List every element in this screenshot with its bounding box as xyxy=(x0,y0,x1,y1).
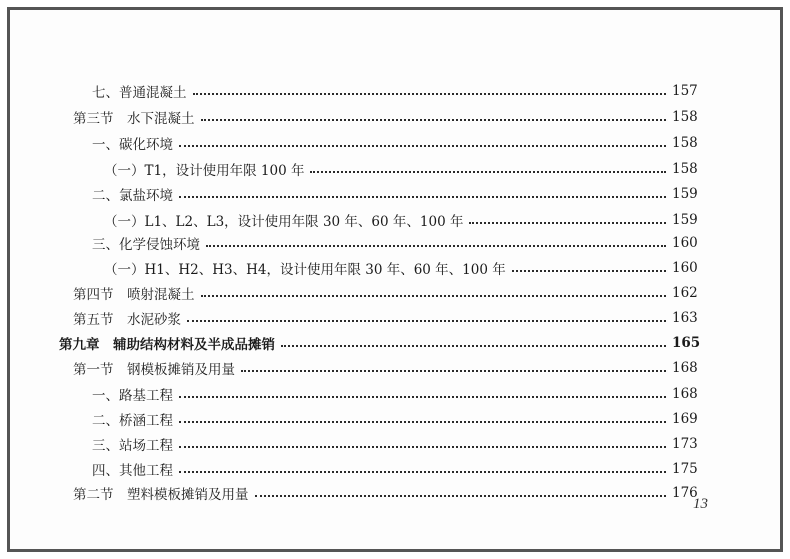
toc-entry-label: 四、其他工程 xyxy=(92,463,173,479)
toc-entry-page: 159 xyxy=(672,186,698,202)
toc-entry-page: 157 xyxy=(672,83,698,99)
dot-leader xyxy=(206,245,666,247)
toc-entry[interactable] xyxy=(92,433,696,455)
toc-entry-page: 158 xyxy=(672,109,698,125)
toc-entry-page: 173 xyxy=(672,436,698,452)
toc-entry[interactable] xyxy=(104,257,696,279)
dot-leader xyxy=(179,421,666,423)
dot-leader xyxy=(469,222,666,224)
toc-entry-label: 七、普通混凝土 xyxy=(92,85,187,101)
toc-entry-label: 二、氯盐环境 xyxy=(92,188,173,204)
dot-leader xyxy=(193,93,667,95)
toc-entry[interactable] xyxy=(73,106,696,128)
toc-entry-page: 175 xyxy=(672,461,698,477)
toc-entry-page: 160 xyxy=(672,235,698,251)
toc-entry[interactable] xyxy=(92,232,696,254)
toc-entry-label: 二、桥涵工程 xyxy=(92,413,173,429)
toc-entry-label: 第九章 辅助结构材料及半成品摊销 xyxy=(59,337,275,353)
toc-entry[interactable] xyxy=(73,307,696,329)
toc-entry-page: 158 xyxy=(672,135,698,151)
toc-entry-label: 三、站场工程 xyxy=(92,438,173,454)
dot-leader xyxy=(310,171,666,173)
toc-entry-label: （一）H1、H2、H3、H4，设计使用年限 30 年、60 年、100 年 xyxy=(104,262,506,278)
toc-entry-label: 一、碳化环境 xyxy=(92,137,173,153)
dot-leader xyxy=(179,396,666,398)
dot-leader xyxy=(179,471,666,473)
toc-entry-page: 165 xyxy=(672,335,701,351)
toc-chapter-entry[interactable] xyxy=(59,332,701,354)
toc-entry-page: 159 xyxy=(672,212,698,228)
toc-entry-page: 176 xyxy=(672,485,698,501)
dot-leader xyxy=(179,145,666,147)
toc-entry[interactable] xyxy=(104,209,696,231)
dot-leader xyxy=(512,270,666,272)
dot-leader xyxy=(201,119,667,121)
toc-entry-label: 第一节 钢模板摊销及用量 xyxy=(73,362,235,378)
toc-entry[interactable] xyxy=(92,132,696,154)
toc-entry[interactable] xyxy=(73,482,696,504)
toc-entry-label: 第二节 塑料模板摊销及用量 xyxy=(73,487,249,503)
toc-entry[interactable] xyxy=(73,282,696,304)
toc-entry[interactable] xyxy=(92,80,696,102)
toc-entry-label: 三、化学侵蚀环境 xyxy=(92,237,200,253)
toc-entry-label: 第三节 水下混凝土 xyxy=(73,111,195,127)
toc-entry[interactable] xyxy=(104,158,696,180)
page-number: 13 xyxy=(693,496,708,512)
dot-leader xyxy=(179,196,666,198)
toc-entry[interactable] xyxy=(92,383,696,405)
toc-entry-page: 158 xyxy=(672,161,698,177)
toc-entry-page: 160 xyxy=(672,260,698,276)
toc-entry[interactable] xyxy=(73,357,696,379)
toc-entry-label: 第四节 喷射混凝土 xyxy=(73,287,195,303)
toc-entry-label: 第五节 水泥砂浆 xyxy=(73,312,181,328)
toc-entry[interactable] xyxy=(92,183,696,205)
toc-entry-page: 162 xyxy=(672,285,698,301)
table-of-contents xyxy=(10,10,780,549)
toc-entry-page: 168 xyxy=(672,360,698,376)
toc-entry-page: 169 xyxy=(672,411,698,427)
dot-leader xyxy=(179,446,666,448)
dot-leader xyxy=(187,320,666,322)
toc-entry[interactable] xyxy=(92,458,696,480)
dot-leader xyxy=(201,295,667,297)
toc-entry-page: 163 xyxy=(672,310,698,326)
dot-leader xyxy=(241,370,666,372)
dot-leader xyxy=(255,495,667,497)
page-frame xyxy=(7,7,783,552)
toc-entry[interactable] xyxy=(92,408,696,430)
toc-entry-label: （一）T1，设计使用年限 100 年 xyxy=(104,163,305,179)
toc-entry-label: 一、路基工程 xyxy=(92,388,173,404)
dot-leader xyxy=(281,345,666,347)
toc-entry-page: 168 xyxy=(672,386,698,402)
toc-entry-label: （一）L1、L2、L3，设计使用年限 30 年、60 年、100 年 xyxy=(104,214,464,230)
